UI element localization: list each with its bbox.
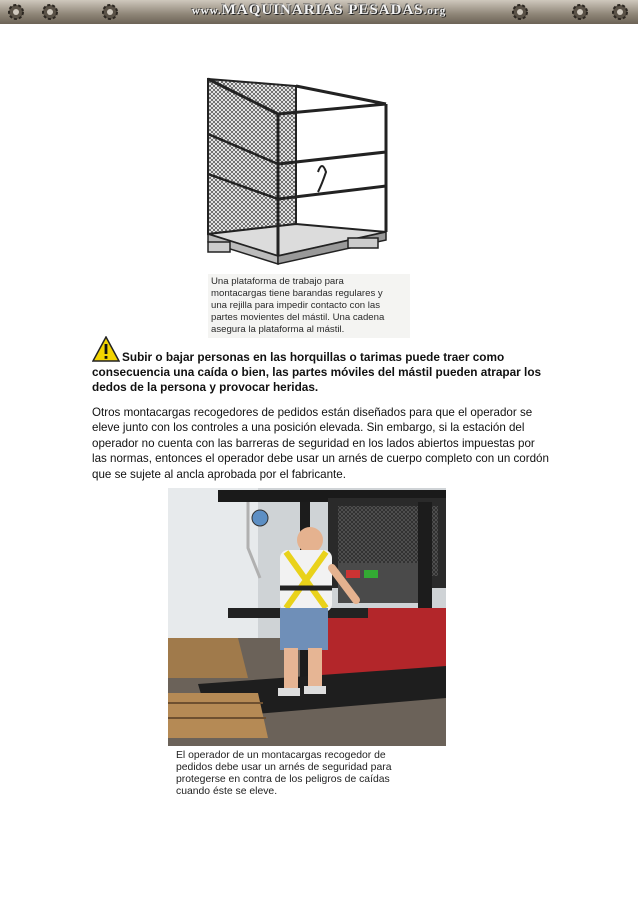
site-name: MAQUINARIAS PESADAS — [221, 2, 424, 18]
site-logo[interactable] — [0, 2, 638, 19]
order-picker-photo — [168, 488, 446, 746]
figure2-caption: El operador de un montacargas recogedor de pedidos debe usar un arnés de seguridad para protegerse en contra de los peligros de caídas cuando éste se eleve. — [168, 746, 446, 796]
site-suffix: .org — [423, 5, 447, 17]
site-banner — [0, 0, 638, 24]
figure1-caption: Una plataforma de trabajo para montacargas tiene barandas regulares y una rejilla para impedir contacto con las partes movientes del mástil. Una cadena asegura la plataforma al mástil. — [208, 274, 410, 338]
site-prefix: www. — [191, 5, 222, 17]
warning-text: Subir o bajar personas en las horquillas o tarimas puede traer como consecuencia una caída o bien, las partes móviles del mástil pueden atrapar los dedos de la persona y provocar heridas. — [92, 350, 542, 394]
work-platform-illustration — [198, 74, 398, 274]
body-paragraph: Otros montacargas recogedores de pedidos están diseñados para que el operador se eleve junto con los controles a una posición elevada. Sin embargo, si la estación del operador no cuenta con las barreras de seguridad en los lados abiertos impuestas por las normas, entonces el operador debe usar un arnés de cuerpo completo con un cordón que se sujete al ancla aprobada por el fabricante. — [92, 406, 549, 481]
